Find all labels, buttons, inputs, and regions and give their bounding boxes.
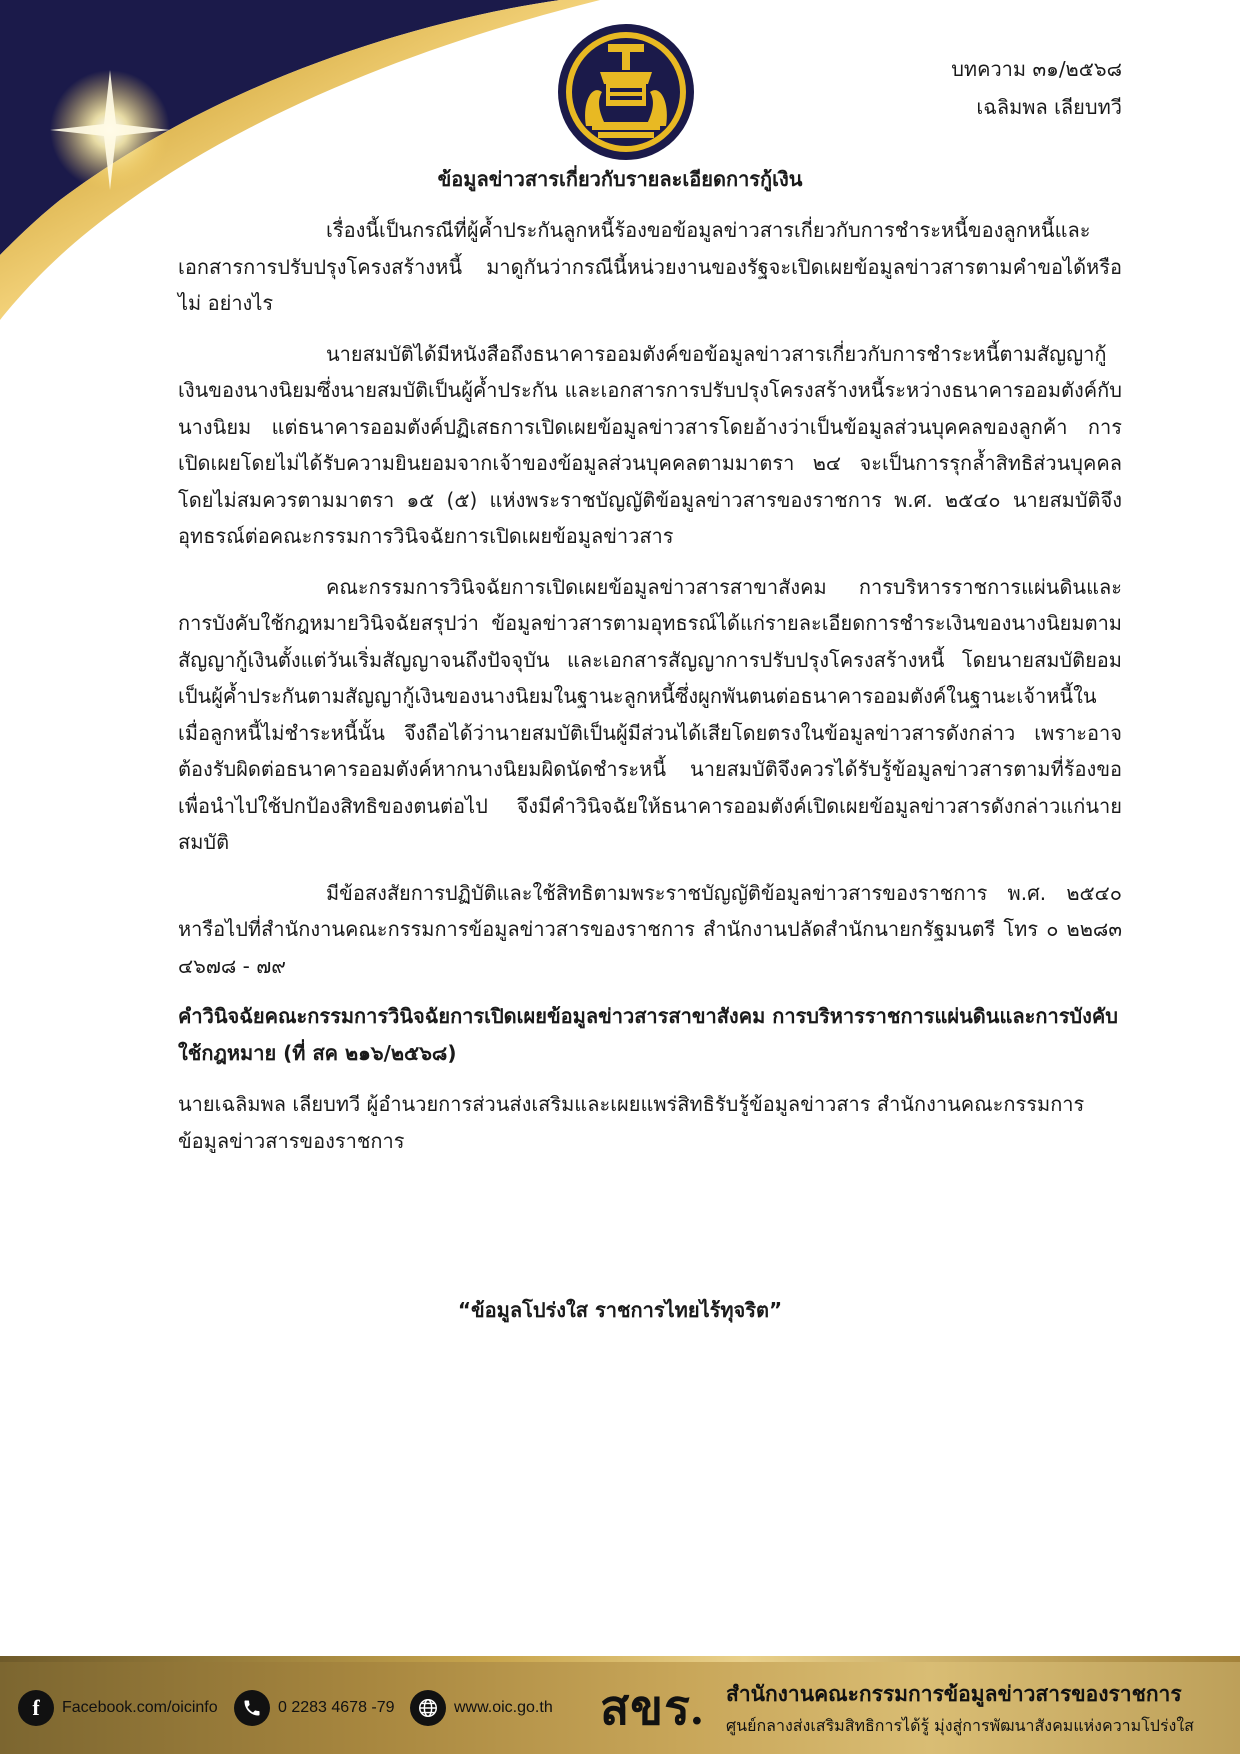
paragraph-decision: คณะกรรมการวินิจฉัยการเปิดเผยข้อมูลข่าวสารสาขาสังคม การบริหารราชการแผ่นดินและการบังคับใช้กฎหมายวินิจฉัยสรุปว่า ข้อมูลข่าวสารตามอุทธรณ์ได้แก่รายละเอียดการชำระเงินของนางนิยมตามสัญญากู้เงินตั้งแต่วันเริ่มสัญญาจนถึงปัจจุบัน และเอกสารสัญญาการปรับปรุงโครงสร้างหนี้ โดยนายสมบัติยอมเป็นผู้ค้ำประกันตามสัญญากู้เงินของนางนิยมในฐานะลูกหนี้ซึ่งผูกพันตนต่อธนาคารออมตังค์ในฐานะเจ้าหนี้ในเมื่อลูกหนี้ไม่ชำระหนี้นั้น จึงถือได้ว่านายสมบัติเป็นผู้มีส่วนได้เสียโดยตรงในข้อมูลข่าวสารดังกล่าว เพราะอาจต้องรับผิดต่อธนาคารออมตังค์หากนางนิยมผิดนัดชำระหนี้ นายสมบัติจึงควรได้รับรู้ข้อมูลข่าวสารตามที่ร้องขอเพื่อนำไปใช้ปกป้องสิทธิของตนต่อไป จึงมีคำวินิจฉัยให้ธนาคารออมตังค์เปิดเผยข้อมูลข่าวสารดังกล่าวแก่นายสมบัติ — [178, 574, 1122, 854]
document-title: ข้อมูลข่าวสารเกี่ยวกับรายละเอียดการกู้เงิน — [437, 167, 803, 191]
article-author: เฉลิมพล เลียบทวี — [976, 95, 1122, 119]
organization-name: สำนักงานคณะกรรมการข้อมูลข่าวสารของราชการ — [726, 1682, 1182, 1706]
phone-link[interactable] — [234, 1688, 395, 1728]
globe-icon — [410, 1690, 446, 1726]
motto: “ข้อมูลโปร่งใส ราชการไทยไร้ทุจริต” — [457, 1298, 783, 1322]
phone-icon — [234, 1690, 270, 1726]
website-link[interactable] — [410, 1688, 553, 1728]
author-line: นายเฉลิมพล เลียบทวี ผู้อำนวยการส่วนส่งเสริมและเผยแพร่สิทธิรับรู้ข้อมูลข่าวสาร สำนักงานคณะกรรมการข้อมูลข่าวสารของราชการ — [178, 1092, 1085, 1153]
paragraph-intro: เรื่องนี้เป็นกรณีที่ผู้ค้ำประกันลูกหนี้ร้องขอข้อมูลข่าวสารเกี่ยวกับการชำระหนี้ของลูกหนี้และเอกสารการปรับปรุงโครงสร้างหนี้ มาดูกันว่ากรณีนี้หน่วยงานของรัฐจะเปิดเผยข้อมูลข่าวสารตามคำขอได้หรือไม่ อย่างไร — [178, 218, 1122, 315]
facebook-link[interactable] — [18, 1688, 218, 1728]
government-seal-icon — [556, 22, 696, 162]
oic-logo: สขร. — [600, 1682, 704, 1735]
ruling-reference: คำวินิจฉัยคณะกรรมการวินิจฉัยการเปิดเผยข้อมูลข่าวสารสาขาสังคม การบริหารราชการแผ่นดินและการบังคับใช้กฎหมาย (ที่ สค ๒๑๖/๒๕๖๘) — [178, 1004, 1118, 1065]
paragraph-facts: นายสมบัติได้มีหนังสือถึงธนาคารออมตังค์ขอข้อมูลข่าวสารเกี่ยวกับการชำระหนี้ตามสัญญากู้เงินของนางนิยมซึ่งนายสมบัติเป็นผู้ค้ำประกัน และเอกสารการปรับปรุงโครงสร้างหนี้ระหว่างธนาคารออมตังค์กับนางนิยม แต่ธนาคารออมตังค์ปฏิเสธการเปิดเผยข้อมูลข่าวสารโดยอ้างว่าเป็นข้อมูลส่วนบุคคลของลูกค้า การเปิดเผยโดยไม่ได้รับความยินยอมจากเจ้าของข้อมูลส่วนบุคคลตามมาตรา ๒๔ จะเป็นการรุกล้ำสิทธิส่วนบุคคลโดยไม่สมควรตามมาตรา ๑๕ (๕) แห่งพระราชบัญญัติข้อมูลข่าวสารของราชการ พ.ศ. ๒๕๔๐ นายสมบัติจึงอุทธรณ์ต่อคณะกรรมการวินิจฉัยการเปิดเผยข้อมูลข่าวสาร — [178, 341, 1122, 548]
paragraph-contact: มีข้อสงสัยการปฏิบัติและใช้สิทธิตามพระราชบัญญัติข้อมูลข่าวสารของราชการ พ.ศ. ๒๕๔๐ หารือไปที่สำนักงานคณะกรรมการข้อมูลข่าวสารของราชการ สำนักงานปลัดสำนักนายกรัฐมนตรี โทร ๐ ๒๒๘๓ ๔๖๗๘ - ๗๙ — [178, 880, 1122, 978]
footer — [0, 1662, 1240, 1754]
organization-slogan: ศูนย์กลางส่งเสริมสิทธิการได้รู้ มุ่งสู่การพัฒนาสังคมแห่งความโปร่งใส — [726, 1716, 1194, 1735]
facebook-icon: f — [18, 1690, 54, 1726]
article-number: บทความ ๓๑/๒๕๖๘ — [951, 57, 1122, 81]
facebook-text: Facebook.com/oicinfo — [62, 1699, 218, 1716]
phone-text: 0 2283 4678 -79 — [278, 1699, 395, 1716]
website-text: www.oic.go.th — [454, 1699, 553, 1716]
document-body — [178, 212, 1122, 1159]
